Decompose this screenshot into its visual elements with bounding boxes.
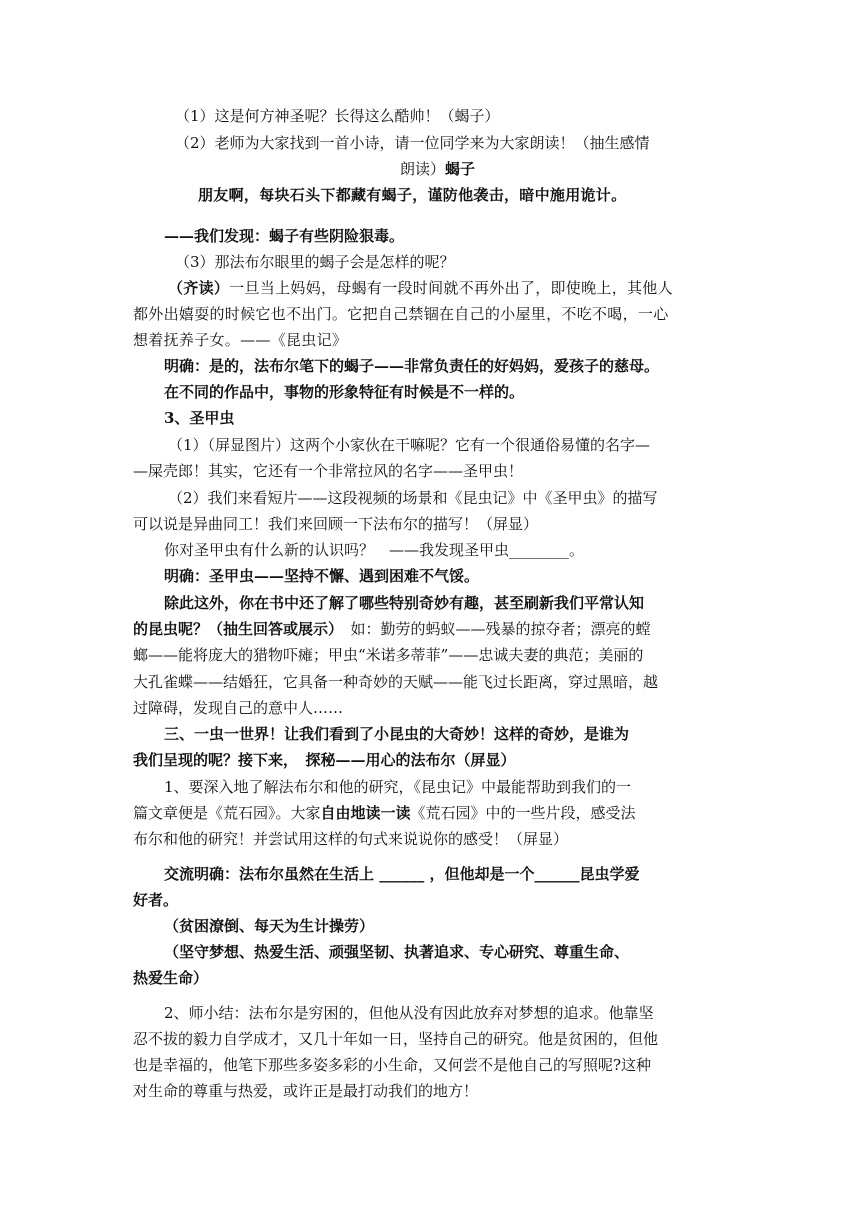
- extension-line-4: 大孔雀蝶——结婚狂，它具备一种奇妙的天赋——能飞过长距离，穿过黑暗，越: [133, 673, 659, 691]
- question-1: （1）这是何方神圣呢？长得这么酷帅！（蝎子）: [175, 107, 500, 125]
- question-2-line-1: （2）老师为大家找到一首小诗，请一位同学来为大家朗读！（抽生感情: [175, 134, 650, 152]
- finding-1: ——我们发现：蝎子有些阴险狠毒。: [164, 227, 405, 245]
- scarab-2-line-1: （2）我们来看短片——这段视频的场景和《昆虫记》中《圣甲虫》的描写: [168, 489, 658, 507]
- clarify-1: 明确：是的，法布尔笔下的蝎子——非常负责任的好妈妈，爱孩子的慈母。: [164, 357, 660, 375]
- answer-2-line-1: （坚守梦想、热爱生活、顽强坚韧、执著追求、专心研究、尊重生命、: [164, 943, 630, 961]
- extension-examples-start: 如：勤劳的蚂蚁——残暴的掠夺者；漂亮的螳: [335, 620, 651, 638]
- fabre-para-pre: 篇文章便是《荒石园》。大家: [133, 804, 321, 822]
- question-2-answer: 蝎子: [445, 160, 476, 178]
- fabre-para-line-1: 1、要深入地了解法布尔和他的研究，《昆虫记》中最能帮助到我们的一: [164, 778, 632, 796]
- scarab-1-line-1: （1）（屏显图片）这两个小家伙在干嘛呢？它有一个很通俗易懂的名字—: [168, 436, 651, 454]
- summary-line-1: [164, 1001, 654, 1025]
- group-read-line-2: 都外出嬉耍的时候它也不出门。它把自己禁锢在自己的小屋里，不吃不喝，一心: [133, 305, 669, 323]
- answer-2-line-2: 热爱生命）: [133, 969, 209, 987]
- summary-label: 2、师小结：: [164, 1004, 249, 1022]
- exchange-line-2: 好者。: [133, 891, 179, 909]
- answer-1: （贫困潦倒、每天为生计操劳）: [164, 917, 375, 935]
- scarab-question: 你对圣甲虫有什么新的认识吗？ ——我发现圣甲虫________。: [164, 541, 585, 559]
- summary-line-3: 也是幸福的，他笔下那些多姿多彩的小生命，又何尝不是他自己的写照呢?这种: [133, 1056, 652, 1074]
- summary-line-2: 忍不拔的毅力自学成才，又几十年如一日，坚持自己的研究。他是贫困的，但他: [133, 1030, 659, 1048]
- extension-line-2: [133, 617, 651, 641]
- question-2-line-2: [400, 157, 475, 181]
- summary-line-4: 对生命的尊重与热爱，或许正是最打动我们的地方！: [133, 1082, 479, 1100]
- section-three-line-1: 三、一虫一世界！让我们看到了小昆虫的大奇妙！这样的奇妙，是谁为: [164, 725, 630, 743]
- extension-line-3: 螂——能将庞大的猎物吓瘫；甲虫“米诺多蒂菲”——忠诚夫妻的典范；美丽的: [133, 646, 644, 664]
- fabre-para-post: 《荒石园》中的一些片段，感受法: [410, 804, 636, 822]
- group-read-text-1: 一旦当上妈妈，母蝎有一段时间就不再外出了，即使晚上，其他人: [229, 279, 673, 297]
- summary-text-1: 法布尔是穷困的，但他从没有因此放弃对梦想的追求。他靠坚: [248, 1004, 654, 1022]
- group-read-label: （齐读）: [168, 279, 230, 297]
- scarab-2-line-2: 可以说是异曲同工！我们来回顾一下法布尔的描写！（屏显）: [133, 515, 539, 533]
- extension-line-5: 过障碍，发现自己的意中人……: [133, 699, 344, 717]
- question-2-suffix: 朗读）: [400, 160, 446, 178]
- scorpion-poem: 朋友啊，每块石头下都藏有蝎子，谨防他袭击，暗中施用诡计。: [198, 186, 627, 204]
- fabre-para-line-2: [133, 801, 636, 825]
- fabre-para-line-3: 布尔和他的研究！并尝试用这样的句式来说说你的感受！（屏显）: [133, 830, 569, 848]
- extension-prompt: 的昆虫呢？（抽生回答或展示）: [133, 620, 336, 638]
- group-read-line-1: [168, 276, 673, 300]
- scarab-1-line-2: —屎壳郎！其实，它还有一个非常拉风的名字——圣甲虫！: [133, 462, 524, 480]
- question-3: （3）那法布尔眼里的蝎子会是怎样的呢？: [175, 253, 455, 271]
- section-scarab-heading: 3、圣甲虫: [164, 409, 235, 427]
- section-three-line-2: 我们呈现的呢？接下来， 探秘——用心的法布尔（屏显）: [133, 751, 516, 769]
- group-read-line-3: 想着抚养子女。——《昆虫记》: [133, 331, 348, 349]
- fabre-para-emphasis: 自由地读一读: [320, 804, 411, 822]
- clarify-2: 明确：圣甲虫——坚持不懈、遇到困难不气馁。: [164, 567, 480, 585]
- exchange-line-1: 交流明确：法布尔虽然在生活上 ______ ，但他却是一个______昆虫学爱: [164, 865, 640, 883]
- clarify-1b: 在不同的作品中，事物的形象特征有时候是不一样的。: [164, 383, 525, 401]
- extension-line-1: 除此这外，你在书中还了解了哪些特别奇妙有趣，甚至刷新我们平常认知: [164, 594, 645, 612]
